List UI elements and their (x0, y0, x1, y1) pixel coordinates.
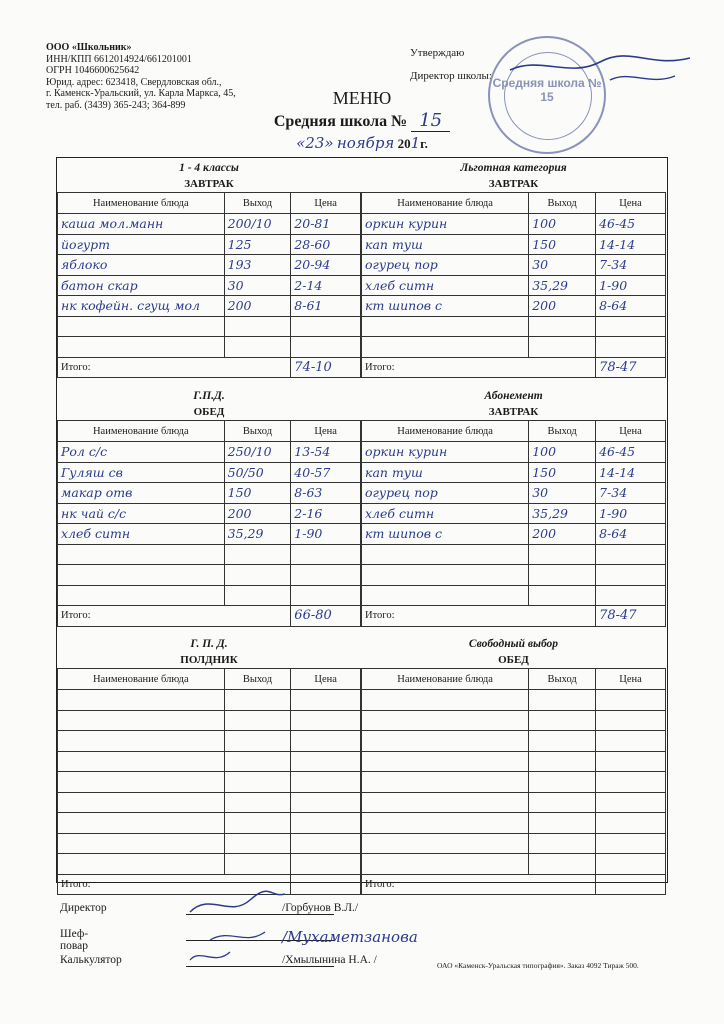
table-row (362, 462, 666, 483)
total-value: 66-80 (291, 606, 361, 627)
dish-output: 30 (224, 275, 291, 296)
dish-price: 8-64 (596, 296, 666, 317)
table-row (58, 751, 361, 772)
menu-table (57, 192, 361, 378)
dish-output (529, 854, 596, 875)
dish-name: хлеб ситн (362, 275, 529, 296)
panel-header (57, 386, 361, 420)
table-row (362, 296, 666, 317)
table-row (362, 442, 666, 463)
dish-name: нк чай с/с (58, 503, 225, 524)
col-header-name: Наименование блюда (362, 193, 529, 214)
dish-name: кап туш (362, 462, 529, 483)
handwritten-signatures (170, 888, 290, 968)
col-header-name: Наименование блюда (58, 669, 225, 690)
dish-output: 200 (224, 503, 291, 524)
dish-name (362, 792, 529, 813)
panel-header (57, 158, 361, 192)
total-label: Итого: (362, 606, 596, 627)
dish-output (224, 710, 291, 731)
dish-price (596, 833, 666, 854)
dish-name (362, 731, 529, 752)
dish-name: оркин курин (362, 214, 529, 235)
table-row (58, 854, 361, 875)
org-address-line2: г. Каменск-Уральский, ул. Карла Маркса, 45, (46, 88, 236, 99)
dish-price (291, 316, 361, 337)
dish-price (291, 585, 361, 606)
table-row (58, 585, 361, 606)
panel-header (361, 634, 666, 668)
table-row (58, 792, 361, 813)
dish-name: огурец пор (362, 255, 529, 276)
col-header-out: Выход (224, 669, 291, 690)
dish-output: 125 (224, 234, 291, 255)
table-row (58, 524, 361, 545)
dish-name: Гуляш св (58, 462, 225, 483)
table-row (362, 544, 666, 565)
table-row (58, 275, 361, 296)
dish-name (58, 792, 225, 813)
panel-meal: ПОЛДНИК (180, 654, 238, 666)
dish-name (362, 772, 529, 793)
signature-name (282, 928, 418, 946)
dish-output: 50/50 (224, 462, 291, 483)
dish-price (596, 792, 666, 813)
total-row (362, 357, 666, 378)
table-header-row (362, 421, 666, 442)
printer-note: ОАО «Каменск-Уральская типография». Заказ 4092 Тираж 500. (437, 961, 639, 970)
panel-category: Г. П. Д. (190, 638, 228, 650)
org-phone: тел. раб. (3439) 365-243; 364-899 (46, 99, 186, 111)
dish-output (224, 316, 291, 337)
dish-name (58, 690, 225, 711)
signature-role: Шеф-повар (60, 928, 89, 952)
dish-name: нк кофейн. сгущ мол (58, 296, 225, 317)
dish-price (291, 544, 361, 565)
dish-name (58, 854, 225, 875)
table-row (362, 813, 666, 834)
dish-output: 193 (224, 255, 291, 276)
dish-price: 13-54 (291, 442, 361, 463)
dish-output: 200 (224, 296, 291, 317)
dish-price: 1-90 (596, 503, 666, 524)
dish-price (291, 854, 361, 875)
dish-price (596, 710, 666, 731)
col-header-name: Наименование блюда (362, 421, 529, 442)
table-row (362, 731, 666, 752)
date-line (0, 134, 724, 152)
table-row (362, 214, 666, 235)
dish-output (224, 751, 291, 772)
dish-name: каша мол.манн (58, 214, 225, 235)
table-row (58, 214, 361, 235)
stamp-text: Средняя школа № 15 (492, 76, 602, 104)
dish-output (529, 544, 596, 565)
menu-panel (57, 158, 361, 378)
total-row (58, 606, 361, 627)
table-row (58, 442, 361, 463)
table-row (58, 772, 361, 793)
panel-category: Г.П.Д. (193, 390, 225, 402)
dish-output: 30 (529, 255, 596, 276)
table-row (362, 710, 666, 731)
table-row (58, 255, 361, 276)
dish-price: 8-64 (596, 524, 666, 545)
dish-output (224, 792, 291, 813)
table-row (58, 337, 361, 358)
dish-output (224, 854, 291, 875)
dish-price (291, 813, 361, 834)
dish-output (529, 731, 596, 752)
total-row (58, 357, 361, 378)
signature-name: /Хмылынина Н.А. / (282, 954, 377, 966)
dish-name (58, 772, 225, 793)
table-row (58, 544, 361, 565)
total-label: Итого: (58, 357, 291, 378)
school-number: 15 (411, 110, 450, 132)
dish-price (291, 833, 361, 854)
col-header-price: Цена (291, 669, 361, 690)
dish-output: 200 (529, 296, 596, 317)
dish-output: 30 (529, 483, 596, 504)
dish-name (58, 813, 225, 834)
dish-name (362, 854, 529, 875)
dish-price (291, 337, 361, 358)
dish-name (362, 544, 529, 565)
signature-name-handwritten: /Мухаметзанова (282, 928, 418, 946)
dish-output (224, 772, 291, 793)
total-value (596, 874, 666, 895)
dish-output (529, 772, 596, 793)
table-row (58, 833, 361, 854)
date-month: ноября (336, 134, 395, 152)
dish-price (291, 731, 361, 752)
dish-price: 7-34 (596, 483, 666, 504)
table-row (58, 234, 361, 255)
dish-price (291, 710, 361, 731)
table-row (58, 316, 361, 337)
dish-name (362, 316, 529, 337)
table-row (58, 731, 361, 752)
dish-price (596, 544, 666, 565)
date-year-end: г. (420, 136, 428, 151)
dish-price (291, 792, 361, 813)
panel-meal: ЗАВТРАК (488, 406, 539, 418)
panel-header (361, 386, 666, 420)
dish-price: 46-45 (596, 214, 666, 235)
menu-table (57, 668, 361, 895)
dish-name: хлеб ситн (362, 503, 529, 524)
org-name: ООО «Школьник» (46, 42, 132, 53)
date-day: «23» (296, 134, 334, 152)
dish-name (58, 751, 225, 772)
dish-output (529, 316, 596, 337)
total-label: Итого: (362, 874, 596, 895)
dish-name (58, 710, 225, 731)
dish-output: 150 (529, 462, 596, 483)
table-row (362, 316, 666, 337)
org-ogrn: ОГРН 1046600625642 (46, 65, 140, 76)
approval-block (410, 42, 492, 88)
dish-price (596, 813, 666, 834)
dish-price: 14-14 (596, 462, 666, 483)
table-row (362, 854, 666, 875)
panel-category: Абонемент (484, 390, 543, 402)
panel-meal: ОБЕД (193, 406, 225, 418)
table-row (58, 296, 361, 317)
dish-name: оркин курин (362, 442, 529, 463)
table-row (58, 503, 361, 524)
table-header-row (362, 193, 666, 214)
table-header-row (58, 193, 361, 214)
dish-output: 35,29 (529, 275, 596, 296)
dish-price: 14-14 (596, 234, 666, 255)
signature-role: Калькулятор (60, 954, 122, 966)
col-header-price: Цена (596, 421, 666, 442)
dish-name: йогурт (58, 234, 225, 255)
dish-output (224, 690, 291, 711)
dish-price (291, 690, 361, 711)
table-row (362, 275, 666, 296)
menu-table (361, 668, 666, 895)
panel-header (57, 634, 361, 668)
dish-price: 20-81 (291, 214, 361, 235)
col-header-price: Цена (291, 193, 361, 214)
table-header-row (58, 421, 361, 442)
menu-table (361, 192, 666, 378)
panel-meal: ОБЕД (498, 654, 529, 666)
dish-price: 1-90 (596, 275, 666, 296)
table-header-row (58, 669, 361, 690)
panel-category: Свободный выбор (468, 638, 559, 650)
dish-output (529, 813, 596, 834)
table-row (362, 503, 666, 524)
dish-name: Рол с/с (58, 442, 225, 463)
table-row (362, 234, 666, 255)
dish-price (596, 772, 666, 793)
table-row (58, 483, 361, 504)
dish-name (58, 337, 225, 358)
menu-panel (361, 386, 666, 627)
col-header-out: Выход (224, 421, 291, 442)
dish-price: 1-90 (291, 524, 361, 545)
col-header-price: Цена (291, 421, 361, 442)
col-header-out: Выход (224, 193, 291, 214)
dish-name (362, 813, 529, 834)
dish-name (362, 585, 529, 606)
dish-output: 35,29 (529, 503, 596, 524)
panel-meal: ЗАВТРАК (488, 178, 539, 190)
col-header-out: Выход (529, 193, 596, 214)
col-header-price: Цена (596, 193, 666, 214)
table-row (58, 462, 361, 483)
dish-output: 35,29 (224, 524, 291, 545)
dish-output: 150 (529, 234, 596, 255)
dish-name: макар отв (58, 483, 225, 504)
col-header-name: Наименование блюда (58, 193, 225, 214)
dish-price: 8-63 (291, 483, 361, 504)
table-row (362, 483, 666, 504)
table-row (362, 772, 666, 793)
dish-output (224, 337, 291, 358)
dish-price: 2-16 (291, 503, 361, 524)
org-address-line1: Юрид. адрес: 623418, Свердловская обл., (46, 76, 222, 88)
panel-header (361, 158, 666, 192)
dish-price: 46-45 (596, 442, 666, 463)
table-row (362, 524, 666, 545)
dish-price: 40-57 (291, 462, 361, 483)
dish-name (58, 585, 225, 606)
dish-price: 28-60 (291, 234, 361, 255)
dish-price (291, 751, 361, 772)
dish-output (529, 565, 596, 586)
dish-output (224, 813, 291, 834)
total-value (291, 874, 361, 895)
signature-name: /Горбунов В.Л./ (282, 902, 359, 914)
dish-output (529, 585, 596, 606)
dish-output: 150 (224, 483, 291, 504)
menu-panel (361, 634, 666, 895)
dish-price: 2-14 (291, 275, 361, 296)
dish-name (58, 316, 225, 337)
dish-output (224, 544, 291, 565)
dish-name: огурец пор (362, 483, 529, 504)
dish-name (362, 833, 529, 854)
dish-price (596, 565, 666, 586)
dish-output: 100 (529, 214, 596, 235)
dish-price (596, 337, 666, 358)
school-label: Средняя школа № (273, 113, 408, 130)
menu-table (57, 420, 361, 627)
dish-name (362, 565, 529, 586)
table-header-row (362, 669, 666, 690)
signature-role: Директор (60, 902, 107, 914)
dish-name: кт шипов с (362, 296, 529, 317)
dish-output (529, 690, 596, 711)
total-value: 78-47 (596, 606, 666, 627)
dish-name (58, 565, 225, 586)
dish-name (362, 751, 529, 772)
dish-output: 250/10 (224, 442, 291, 463)
dish-price: 20-94 (291, 255, 361, 276)
dish-price (596, 854, 666, 875)
dish-output (224, 731, 291, 752)
table-row (362, 565, 666, 586)
table-row (362, 255, 666, 276)
dish-output (529, 710, 596, 731)
panel-category: Льготная категория (460, 162, 567, 174)
total-label: Итого: (362, 357, 596, 378)
dish-name: батон скар (58, 275, 225, 296)
dish-name: яблоко (58, 255, 225, 276)
date-year-prefix: 20 (397, 136, 411, 151)
dish-name (58, 544, 225, 565)
table-row (362, 690, 666, 711)
table-row (58, 565, 361, 586)
dish-price (596, 731, 666, 752)
dish-price (596, 585, 666, 606)
menu-grid (56, 157, 668, 890)
dish-name (362, 710, 529, 731)
menu-panel (361, 158, 666, 378)
total-row (362, 874, 666, 895)
dish-output (529, 337, 596, 358)
dish-output (224, 565, 291, 586)
dish-output: 200/10 (224, 214, 291, 235)
total-value: 74-10 (291, 357, 361, 378)
dish-name: кап туш (362, 234, 529, 255)
dish-name (362, 337, 529, 358)
total-row (362, 606, 666, 627)
dish-name (58, 731, 225, 752)
approval-label: Утверждаю (410, 47, 465, 59)
table-row (58, 710, 361, 731)
dish-price (596, 316, 666, 337)
dish-price (596, 690, 666, 711)
total-label: Итого: (58, 874, 291, 895)
page-title: МЕНЮ (332, 88, 392, 108)
dish-price: 7-34 (596, 255, 666, 276)
table-row (58, 690, 361, 711)
panel-category: 1 - 4 классы (179, 162, 239, 174)
dish-name (58, 833, 225, 854)
dish-output (529, 833, 596, 854)
dish-name: хлеб ситн (58, 524, 225, 545)
panel-meal: ЗАВТРАК (184, 178, 234, 190)
table-row (362, 792, 666, 813)
total-value: 78-47 (596, 357, 666, 378)
dish-price (291, 565, 361, 586)
table-row (362, 833, 666, 854)
director-school-label: Директор школы: (410, 70, 492, 82)
table-row (362, 585, 666, 606)
dish-output (224, 585, 291, 606)
date-year-suffix: 1 (410, 134, 421, 152)
dish-name (362, 690, 529, 711)
menu-panel (57, 634, 361, 895)
school-line (0, 110, 724, 131)
dish-output: 100 (529, 442, 596, 463)
table-row (362, 751, 666, 772)
dish-output (529, 751, 596, 772)
col-header-price: Цена (596, 669, 666, 690)
col-header-name: Наименование блюда (58, 421, 225, 442)
col-header-name: Наименование блюда (362, 669, 529, 690)
org-inn: ИНН/КПП 6612014924/661201001 (46, 53, 192, 65)
table-row (362, 337, 666, 358)
dish-price: 8-61 (291, 296, 361, 317)
dish-price (596, 751, 666, 772)
dish-output (224, 833, 291, 854)
col-header-out: Выход (529, 421, 596, 442)
menu-table (361, 420, 666, 627)
dish-output: 200 (529, 524, 596, 545)
dish-name: кт шипов с (362, 524, 529, 545)
total-label: Итого: (58, 606, 291, 627)
table-row (58, 813, 361, 834)
dish-price (291, 772, 361, 793)
menu-panel (57, 386, 361, 627)
dish-output (529, 792, 596, 813)
col-header-out: Выход (529, 669, 596, 690)
